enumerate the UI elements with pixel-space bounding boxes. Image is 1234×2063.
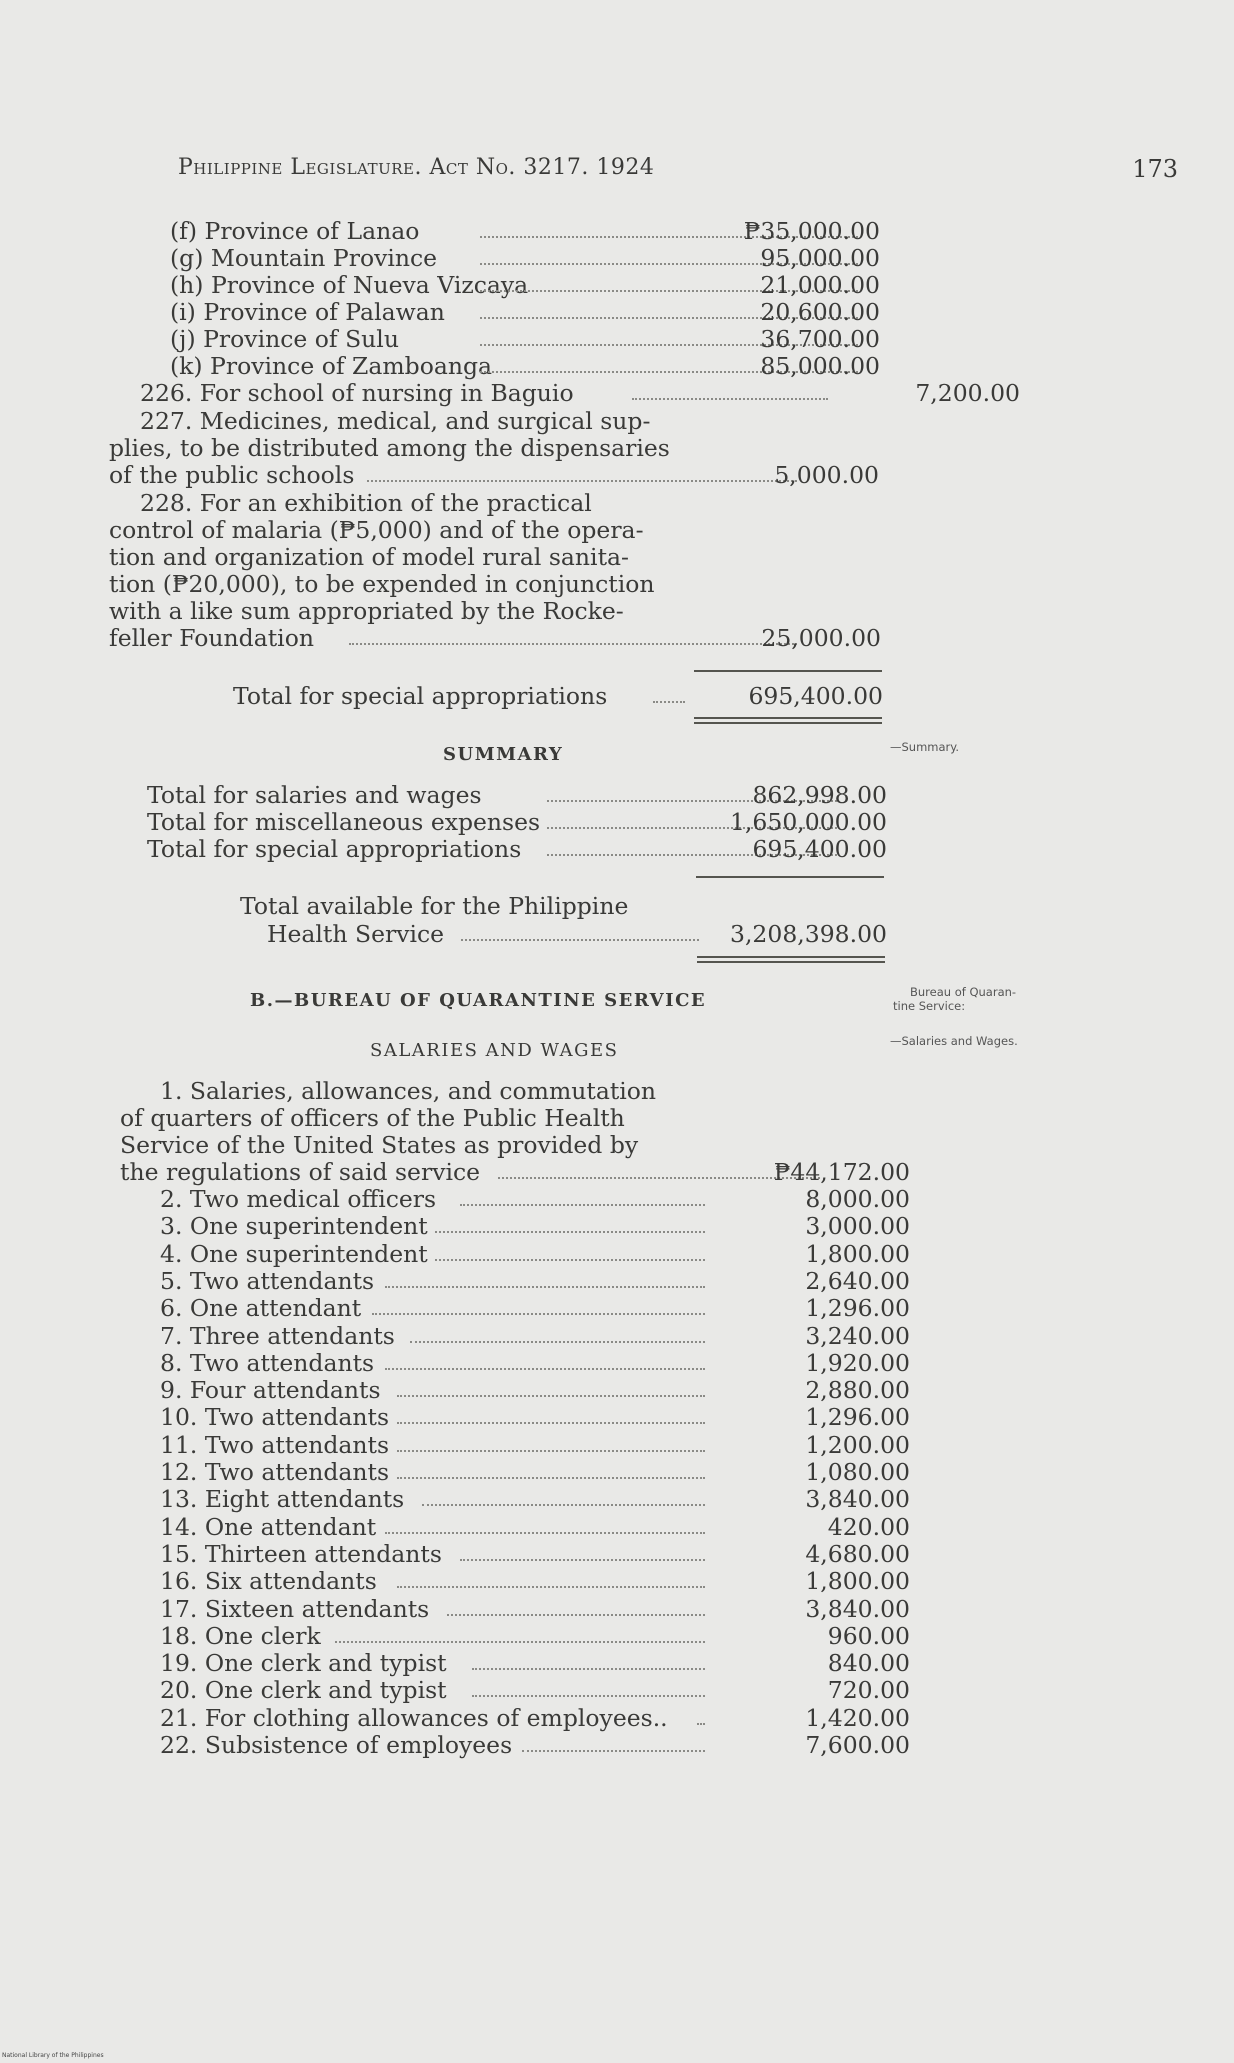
leader-dots	[460, 1204, 706, 1206]
line-label: Service of the United States as provided by	[120, 1131, 639, 1159]
line-amount: 21,000.00	[760, 271, 880, 299]
page-header	[178, 155, 1178, 189]
salaries-heading: SALARIES AND WAGES	[370, 1040, 619, 1061]
line-amount: 1,650,000.00	[730, 808, 887, 836]
grand-total-double-rule	[697, 956, 885, 963]
line-amount: 5,000.00	[774, 461, 879, 489]
salary-row	[160, 1430, 910, 1459]
line-amount: 1,920.00	[805, 1348, 910, 1377]
line-label: 8. Two attendants	[160, 1348, 375, 1377]
line-amount: 85,000.00	[760, 352, 880, 380]
leader-dots	[385, 1532, 706, 1534]
line-label: 15. Thirteen attendants	[160, 1539, 442, 1568]
item-228-line	[109, 598, 889, 625]
line-amount: 25,000.00	[761, 624, 881, 652]
leader-dots	[422, 1504, 705, 1506]
line-label: feller Foundation	[109, 624, 314, 652]
salary-row	[160, 1458, 910, 1486]
line-amount: 862,998.00	[752, 781, 887, 809]
line-label: Total for salaries and wages	[147, 781, 482, 809]
item-228-line	[109, 571, 889, 598]
leader-dots	[385, 1368, 706, 1370]
line-label: 5. Two attendants	[160, 1266, 375, 1295]
salary-row	[160, 1649, 910, 1678]
salary-row	[160, 1594, 910, 1623]
sum-rule	[694, 670, 882, 672]
total-special-row: Total for special appropriations 695,400.00	[233, 682, 883, 710]
salary-row	[160, 1403, 910, 1432]
line-amount: 20,600.00	[760, 298, 880, 326]
line-amount: 2,880.00	[805, 1376, 910, 1405]
salary-row	[160, 1239, 910, 1268]
leader-dots	[397, 1422, 705, 1424]
salary-row	[160, 1539, 910, 1568]
summary-heading: SUMMARY	[443, 744, 564, 765]
province-row	[170, 218, 880, 245]
province-row	[170, 272, 880, 299]
salary-row	[160, 1294, 910, 1323]
line-amount: 1,800.00	[805, 1239, 910, 1268]
line-label: tion (₱20,000), to be expended in conjunction	[109, 570, 655, 598]
salary-row	[160, 1676, 910, 1705]
line-label: 9. Four attendants	[160, 1376, 381, 1405]
line-amount: 3,840.00	[805, 1594, 910, 1623]
salary-row	[160, 1212, 910, 1241]
line-label: 20. One clerk and typist	[160, 1676, 447, 1705]
item-1-line	[120, 1159, 910, 1186]
line-label: 228. For an exhibition of the practical	[140, 489, 592, 517]
province-row	[170, 245, 880, 272]
item-227-line	[109, 462, 889, 489]
total-available-line1: Total available for the Philippine	[240, 892, 629, 920]
line-label: 17. Sixteen attendants	[160, 1594, 430, 1623]
line-label: 12. Two attendants	[160, 1458, 390, 1486]
line-amount: 8,000.00	[805, 1185, 910, 1213]
line-label: of the public schools	[109, 461, 355, 489]
leader-dots	[461, 939, 699, 941]
item-228-line	[109, 625, 889, 652]
line-amount: 960.00	[827, 1621, 910, 1650]
line-label: with a like sum appropriated by the Rocke-	[109, 597, 624, 625]
line-amount: 695,400.00	[752, 835, 887, 863]
leader-dots	[372, 1313, 705, 1315]
margin-note-bureau-2: tine Service:	[893, 999, 966, 1013]
salary-row	[160, 1512, 910, 1541]
total-double-rule	[694, 717, 882, 724]
leader-dots	[697, 1723, 705, 1725]
line-amount: 1,420.00	[805, 1703, 910, 1732]
line-amount: 3,240.00	[805, 1321, 910, 1350]
summary-rule	[696, 876, 884, 878]
bureau-heading: B.—BUREAU OF QUARANTINE SERVICE	[250, 990, 707, 1011]
item-228-line	[109, 544, 889, 571]
line-label: (g) Mountain Province	[170, 244, 438, 272]
leader-dots	[410, 1341, 706, 1343]
total-available-row: Health Service 3,208,398.00	[267, 920, 887, 948]
province-row	[170, 353, 880, 380]
leader-dots	[385, 1286, 706, 1288]
leader-dots	[447, 1614, 705, 1616]
line-label: 13. Eight attendants	[160, 1485, 405, 1514]
line-label: 11. Two attendants	[160, 1430, 390, 1459]
line-label: 18. One clerk	[160, 1621, 321, 1650]
salary-row	[160, 1731, 910, 1759]
line-label: 14. One attendant	[160, 1512, 377, 1541]
item-1-line	[120, 1105, 910, 1132]
salary-row	[160, 1266, 910, 1295]
item-227-line	[140, 408, 920, 435]
line-label: 22. Subsistence of employees	[160, 1731, 513, 1759]
salary-row	[160, 1185, 910, 1213]
line-amount: 420.00	[827, 1512, 910, 1541]
item-1-line	[120, 1132, 910, 1159]
line-amount: ₱44,172.00	[773, 1158, 910, 1186]
province-row	[170, 299, 880, 326]
line-label: (i) Province of Palawan	[170, 298, 445, 326]
line-label: 1. Salaries, allowances, and commutation	[160, 1077, 657, 1105]
salary-row	[160, 1348, 910, 1377]
leader-dots	[472, 1668, 705, 1670]
line-label: (f) Province of Lanao	[170, 217, 420, 245]
line-amount: 3,840.00	[805, 1485, 910, 1514]
line-label: 16. Six attendants	[160, 1567, 377, 1596]
item-228-line	[109, 517, 889, 544]
line-label: 2. Two medical officers	[160, 1185, 437, 1213]
salary-row	[160, 1376, 910, 1405]
line-amount: 95,000.00	[760, 244, 880, 272]
leader-dots	[460, 1559, 706, 1561]
line-label: 21. For clothing allowances of employees..	[160, 1703, 668, 1732]
margin-note-summary: —Summary.	[890, 740, 960, 754]
line-label: 227. Medicines, medical, and surgical sup-	[140, 407, 651, 435]
footer-credit: National Library of the Philippines	[2, 2052, 104, 2059]
salary-row	[160, 1321, 910, 1350]
line-label: (k) Province of Zamboanga	[170, 352, 493, 380]
leader-dots	[397, 1586, 705, 1588]
summary-row	[147, 809, 887, 836]
leader-dots	[522, 1750, 705, 1752]
line-label: 10. Two attendants	[160, 1403, 390, 1432]
line-label: (h) Province of Nueva Vizcaya	[170, 271, 529, 299]
margin-note-bureau-1: Bureau of Quaran-	[910, 985, 1017, 999]
item-227-line	[109, 435, 889, 462]
salary-row	[160, 1621, 910, 1650]
leader-dots	[335, 1641, 706, 1643]
leader-dots	[397, 1450, 705, 1452]
line-amount: 4,680.00	[805, 1539, 910, 1568]
line-label: plies, to be distributed among the dispensaries	[109, 434, 670, 462]
line-label: the regulations of said service	[120, 1158, 481, 1186]
line-label: (j) Province of Sulu	[170, 325, 399, 353]
leader-dots	[435, 1231, 706, 1233]
item-226: 226. For school of nursing in Baguio 7,200.00	[140, 379, 1020, 407]
line-amount: ₱35,000.00	[743, 217, 880, 245]
leader-dots	[435, 1259, 706, 1261]
line-label: 6. One attendant	[160, 1294, 362, 1323]
leader-dots	[472, 1695, 705, 1697]
line-label: 19. One clerk and typist	[160, 1649, 447, 1678]
leader-dots	[632, 398, 828, 400]
salary-row	[160, 1703, 910, 1732]
salary-row	[160, 1485, 910, 1514]
margin-note-salaries: —Salaries and Wages.	[890, 1034, 1018, 1048]
line-amount: 1,080.00	[805, 1458, 910, 1486]
line-label: 3. One superintendent	[160, 1212, 428, 1241]
line-amount: 3,000.00	[805, 1212, 910, 1241]
line-amount: 840.00	[827, 1649, 910, 1678]
line-amount: 1,800.00	[805, 1567, 910, 1596]
line-label: Total for special appropriations	[147, 835, 522, 863]
summary-row	[147, 836, 887, 863]
line-amount: 7,600.00	[805, 1731, 910, 1759]
line-label: of quarters of officers of the Public Health	[120, 1104, 625, 1132]
line-label: tion and organization of model rural sanita-	[109, 543, 629, 571]
leader-dots	[397, 1395, 705, 1397]
line-amount: 1,296.00	[805, 1294, 910, 1323]
item-1-line	[160, 1078, 950, 1105]
line-label: 4. One superintendent	[160, 1239, 428, 1268]
line-amount: 36,700.00	[760, 325, 880, 353]
page-number: 173	[1132, 155, 1178, 183]
leader-dots	[397, 1477, 705, 1479]
summary-row	[147, 782, 887, 809]
leader-dots	[653, 701, 685, 703]
item-228-line	[140, 490, 920, 517]
line-label: control of malaria (₱5,000) and of the opera-	[109, 516, 644, 544]
line-label: 7. Three attendants	[160, 1321, 395, 1350]
province-row	[170, 326, 880, 353]
running-title: Philippine Legislature. Act No. 3217. 1924	[178, 155, 655, 180]
salary-row	[160, 1567, 910, 1596]
line-amount: 2,640.00	[805, 1266, 910, 1295]
line-label: Total for miscellaneous expenses	[147, 808, 541, 836]
line-amount: 1,296.00	[805, 1403, 910, 1432]
line-amount: 720.00	[827, 1676, 910, 1705]
line-amount: 1,200.00	[805, 1430, 910, 1459]
